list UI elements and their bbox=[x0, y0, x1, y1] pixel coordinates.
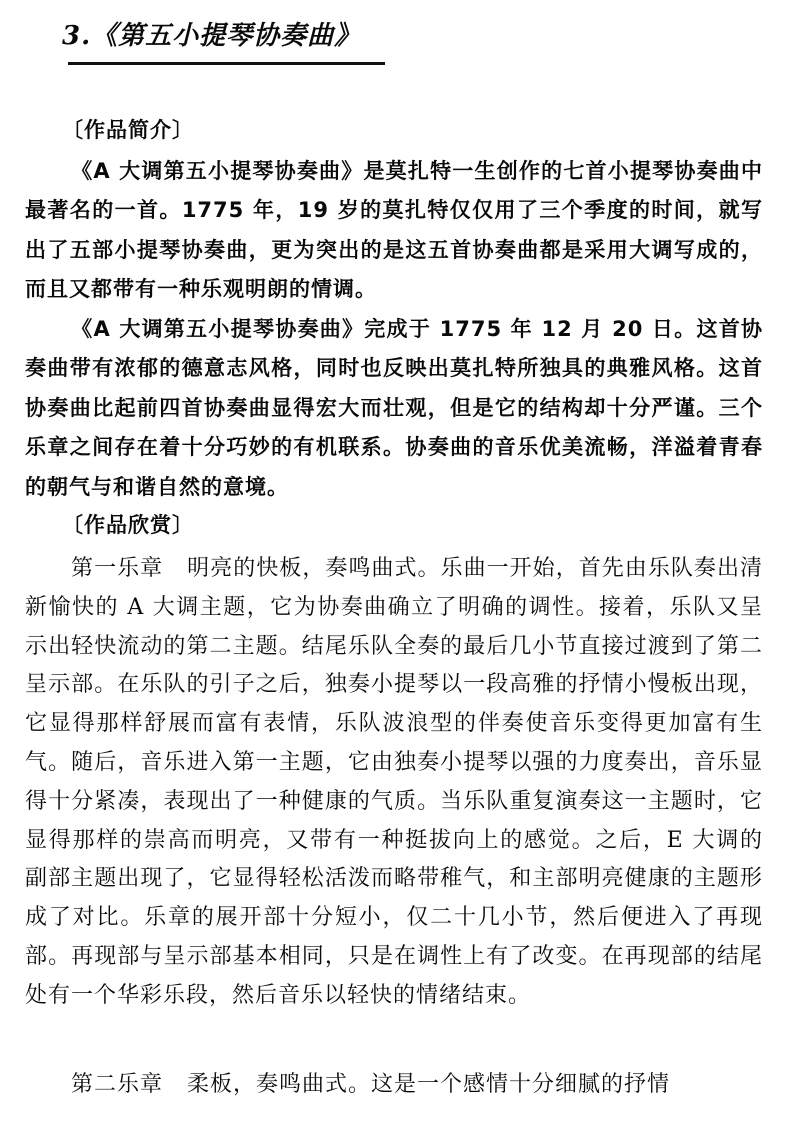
intro-paragraph-2 bbox=[25, 310, 763, 507]
section-heading-appreciation: 〔作品欣赏〕 bbox=[62, 513, 194, 537]
movement-2-paragraph bbox=[25, 1066, 763, 1105]
article-title: 3.《第五小提琴协奏曲》 bbox=[62, 21, 362, 51]
intro-paragraph-1 bbox=[25, 152, 763, 310]
intro-paragraph-1-text: 《A 大调第五小提琴协奏曲》是莫扎特一生创作的七首小提琴协奏曲中最著名的一首。1775 年，19 岁的莫扎特仅仅用了三个季度的时间，就写出了五部小提琴协奏曲，更为突出的是这五首协奏曲都是采用大调写成的，而且又都带有一种乐观明朗的情调。 bbox=[25, 159, 763, 302]
intro-paragraph-2-text: 《A 大调第五小提琴协奏曲》完成于 1775 年 12 月 20 日。这首协奏曲带有浓郁的德意志风格，同时也反映出莫扎特所独具的典雅风格。这首协奏曲比起前四首协奏曲显得宏大而壮观，但是它的结构却十分严谨。三个乐章之间存在着十分巧妙的有机联系。协奏曲的音乐优美流畅，洋溢着青春的朝气与和谐自然的意境。 bbox=[25, 317, 763, 499]
movement-2-text: 柔板，奏鸣曲式。这是一个感情十分细腻的抒情 bbox=[187, 1072, 671, 1097]
title-underline bbox=[68, 62, 385, 65]
movement-2-label: 第二乐章 bbox=[71, 1072, 164, 1097]
movement-1-text: 明亮的快板，奏鸣曲式。乐曲一开始，首先由乐队奏出清新愉快的 A 大调主题，它为协奏曲确立了明确的调性。接着，乐队又呈示出轻快流动的第二主题。结尾乐队全奏的最后几小节直接过渡到了第二呈示部。在乐队的引子之后，独奏小提琴以一段高雅的抒情小慢板出现，它显得那样舒展而富有表情，乐队波浪型的伴奏使音乐变得更加富有生气。随后，音乐进入第一主题，它由独奏小提琴以强的力度奏出，音乐显得十分紧凑，表现出了一种健康的气质。当乐队重复演奏这一主题时，它显得那样的崇高而明亮，又带有一种挺拔向上的感觉。之后，E 大调的副部主题出现了，它显得轻松活泼而略带稚气，和主部明亮健康的主题形成了对比。乐章的展开部十分短小，仅二十几小节，然后便进入了再现部。再现部与呈示部基本相同，只是在调性上有了改变。在再现部的结尾处有一个华彩乐段，然后音乐以轻快的情绪结束。 bbox=[25, 556, 763, 1008]
movement-1-label: 第一乐章 bbox=[71, 556, 164, 581]
movement-1-paragraph bbox=[25, 550, 763, 1016]
section-heading-introduction: 〔作品简介〕 bbox=[62, 118, 194, 142]
